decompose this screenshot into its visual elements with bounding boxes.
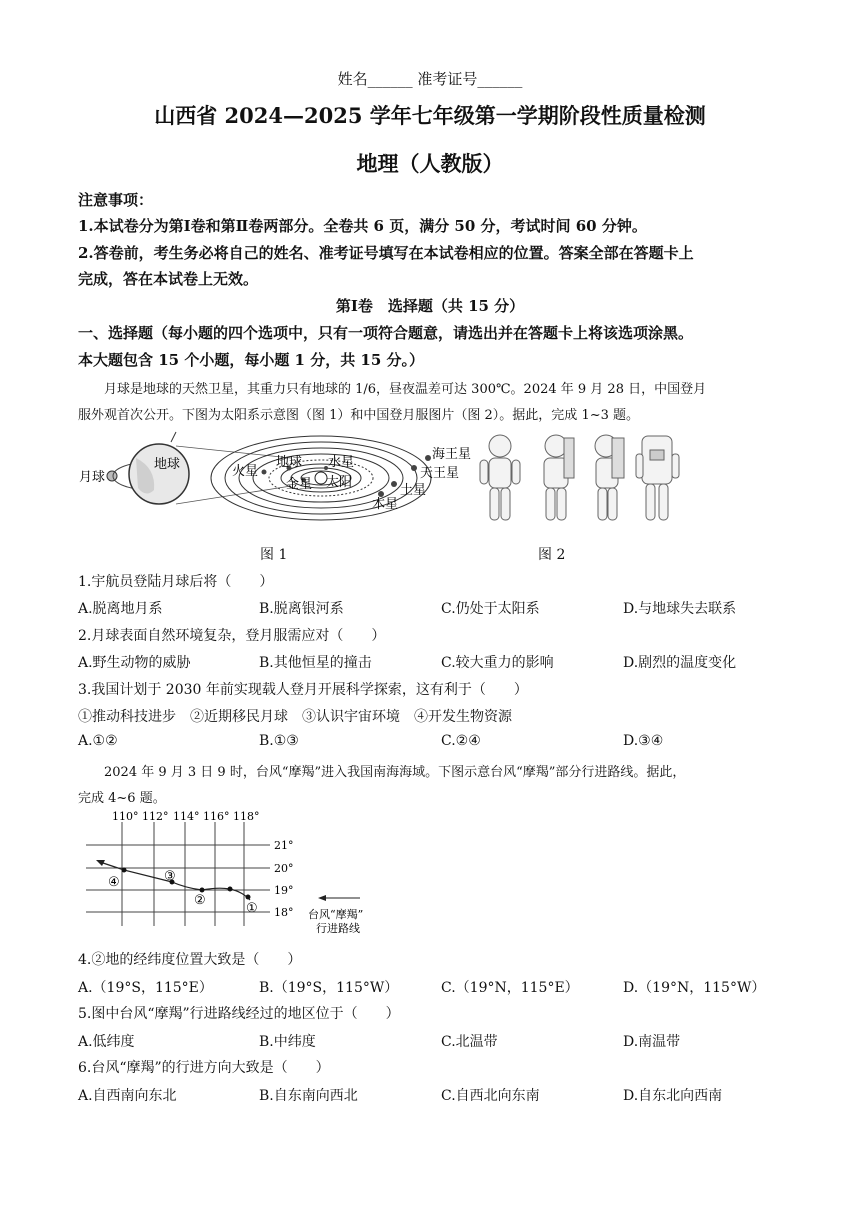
- lon-label-112: 112°: [142, 810, 169, 823]
- point-2-dot: [200, 888, 205, 893]
- q6-stem: 6.台风“摩羯”的行进方向大致是（ ）: [78, 1060, 330, 1076]
- q3-option-a[interactable]: A.①②: [78, 733, 118, 749]
- q5-option-d[interactable]: D.南温带: [623, 1034, 681, 1050]
- saturn-label: 土星: [400, 483, 427, 498]
- point-4-label: ④: [108, 875, 120, 890]
- figure1-caption: 图 1: [260, 547, 288, 563]
- saturn-dot: [391, 481, 397, 487]
- passage1-line1: 月球是地球的天然卫星，其重力只有地球的 1/6，昼夜温差可达 300℃。2024 年 9 月 28 日，中国登月: [104, 382, 707, 397]
- q3-option-c[interactable]: C.②④: [441, 733, 481, 749]
- q6-option-a[interactable]: A.自西南向东北: [78, 1088, 177, 1104]
- lat-label-19: 19°: [274, 884, 294, 897]
- jupiter-label: 木星: [372, 497, 399, 512]
- q1-option-d[interactable]: D.与地球失去联系: [623, 601, 737, 617]
- q5-option-c[interactable]: C.北温带: [441, 1034, 498, 1050]
- q3-stem: 3.我国计划于 2030 年前实现载人登月开展科学探索，这有利于（ ）: [78, 682, 528, 698]
- name-exam-number-line: 姓名______ 准考证号______: [337, 70, 523, 88]
- passage2-line1: 2024 年 9 月 3 日 9 时，台风“摩羯”进入我国南海海域。下图示意台风“摩羯”部分行进路线。据此，: [104, 765, 686, 780]
- q4-option-a[interactable]: A.（19°S，115°E）: [78, 980, 213, 996]
- spacesuit-side-2: [595, 435, 624, 520]
- uranus-dot: [411, 465, 417, 471]
- q1-option-c[interactable]: C.仍处于太阳系: [441, 601, 540, 617]
- lon-label-110: 110°: [112, 810, 139, 823]
- lat-label-20: 20°: [274, 862, 294, 875]
- q1-stem: 1.宇航员登陆月球后将（ ）: [78, 574, 274, 590]
- part1-instructions-cont: 本大题包含 15 个小题，每小题 1 分，共 15 分。）: [78, 351, 425, 369]
- exam-title: 山西省 2024—2025 学年七年级第一学期阶段性质量检测: [154, 103, 706, 128]
- q3-choices: ①推动科技进步 ②近期移民月球 ③认识宇宙环境 ④开发生物资源: [78, 709, 512, 725]
- passage1-line2: 服外观首次公开。下图为太阳系示意图（图 1）和中国登月服图片（图 2）。据此，完成 1~3 题。: [78, 408, 640, 423]
- sun-label: 太阳: [326, 475, 353, 490]
- q5-option-b[interactable]: B.中纬度: [259, 1034, 316, 1050]
- q2-option-a[interactable]: A.野生动物的威胁: [78, 655, 191, 671]
- part1-title: 第Ⅰ卷 选择题（共 15 分）: [335, 297, 525, 315]
- legend-arrowhead: [318, 895, 326, 901]
- earth-label: 地球: [276, 455, 303, 470]
- typhoon-path-map: [78, 808, 408, 936]
- earth-globe-label: 地球: [154, 457, 181, 472]
- figure2-caption: 图 2: [538, 547, 566, 563]
- q4-stem: 4.②地的经纬度位置大致是（ ）: [78, 952, 302, 968]
- point-2-label: ②: [194, 893, 206, 908]
- q2-option-b[interactable]: B.其他恒星的撞击: [259, 655, 372, 671]
- q2-option-c[interactable]: C.较大重力的影响: [441, 655, 554, 671]
- q4-option-d[interactable]: D.（19°N，115°W）: [623, 980, 766, 996]
- lon-label-118: 118°: [233, 810, 260, 823]
- point-4-dot: [122, 868, 127, 873]
- q3-option-b[interactable]: B.①③: [259, 733, 299, 749]
- exam-subtitle: 地理（人教版）: [356, 151, 504, 176]
- moon-dot: [107, 471, 117, 481]
- neptune-label: 海王星: [432, 447, 472, 462]
- spacesuit-photos: [478, 432, 688, 526]
- mercury-label: 水星: [328, 455, 355, 470]
- part1-instructions: 一、选择题（每小题的四个选项中，只有一项符合题意，请选出并在答题卡上将该选项涂黑。: [78, 324, 694, 342]
- neptune-dot: [425, 455, 431, 461]
- legend-line1: 台风“摩羯”: [308, 908, 364, 921]
- uranus-label: 天王星: [420, 466, 460, 481]
- q6-option-c[interactable]: C.自西北向东南: [441, 1088, 540, 1104]
- lat-label-21: 21°: [274, 839, 294, 852]
- mars-label: 火星: [232, 464, 259, 479]
- point-1-label: ①: [246, 901, 258, 916]
- q6-option-d[interactable]: D.自东北向西南: [623, 1088, 723, 1104]
- solar-system-figure: [76, 428, 476, 538]
- spacesuit-front-1: [480, 435, 520, 520]
- lon-label-114: 114°: [173, 810, 200, 823]
- q4-option-b[interactable]: B.（19°S，115°W）: [259, 980, 399, 996]
- q5-option-a[interactable]: A.低纬度: [78, 1034, 135, 1050]
- q2-stem: 2.月球表面自然环境复杂，登月服需应对（ ）: [78, 628, 386, 644]
- mars-dot: [262, 470, 267, 475]
- lon-label-116: 116°: [203, 810, 230, 823]
- passage2-line2: 完成 4~6 题。: [78, 791, 166, 806]
- spacesuit-back: [636, 436, 679, 520]
- q2-option-d[interactable]: D.剧烈的温度变化: [623, 655, 737, 671]
- point-3-label: ③: [164, 869, 176, 884]
- notes-item-2-cont: 完成，答在本试卷上无效。: [78, 270, 259, 288]
- point-1-dot: [246, 895, 251, 900]
- spacesuit-side-1: [544, 435, 574, 520]
- q4-option-c[interactable]: C.（19°N，115°E）: [441, 980, 579, 996]
- notes-heading: 注意事项：: [78, 191, 154, 209]
- notes-item-2: 2.答卷前，考生务必将自己的姓名、准考证号填写在本试卷相应的位置。答案全部在答题卡上: [78, 244, 694, 262]
- lat-label-18: 18°: [274, 906, 294, 919]
- moon-label: 月球: [79, 470, 106, 485]
- q5-stem: 5.图中台风“摩羯”行进路线经过的地区位于（ ）: [78, 1006, 400, 1022]
- q6-option-b[interactable]: B.自东南向西北: [259, 1088, 358, 1104]
- q1-option-a[interactable]: A.脱离地月系: [78, 601, 163, 617]
- legend-line2: 行进路线: [316, 922, 360, 935]
- point-waypoint-dot: [228, 887, 233, 892]
- notes-item-1: 1.本试卷分为第Ⅰ卷和第Ⅱ卷两部分。全卷共 6 页，满分 50 分，考试时间 60 分钟。: [78, 217, 647, 235]
- q3-option-d[interactable]: D.③④: [623, 733, 664, 749]
- venus-label: 金星: [286, 477, 313, 492]
- q1-option-b[interactable]: B.脱离银河系: [259, 601, 344, 617]
